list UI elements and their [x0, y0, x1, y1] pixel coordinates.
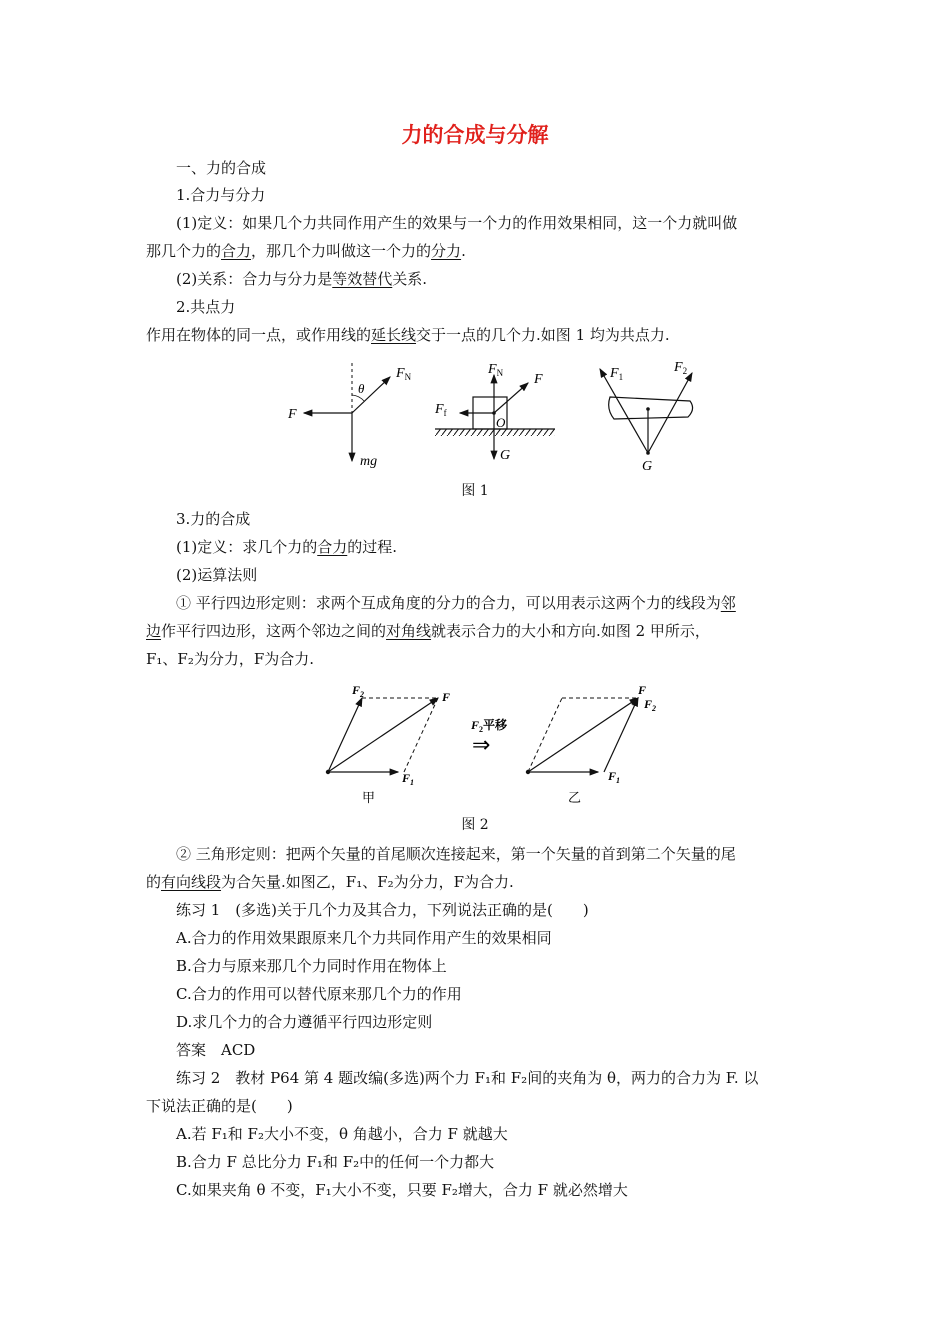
- composition-definition: (1)定义：求几个力的合力的过程.: [176, 538, 398, 556]
- exercise-2-option-c: C.如果夹角 θ 不变，F₁大小不变，只要 F₂增大，合力 F 就必然增大: [176, 1181, 628, 1199]
- section-heading-composition: 一、力的合成: [176, 159, 267, 177]
- term-equivalent: 等效替代: [332, 270, 393, 288]
- exercise-1-option-a: A.合力的作用效果跟原来几个力共同作用产生的效果相同: [176, 929, 552, 947]
- figure-2-label-yi: 乙: [568, 790, 582, 805]
- fig1-label-F2: $F_2$: [674, 360, 688, 376]
- triangle-rule-line-1: ② 三角形定则：把两个矢量的首尾顺次连接起来，第一个矢量的首到第二个矢量的尾: [176, 845, 736, 863]
- svg-text:F: F: [638, 683, 647, 697]
- subheading-composition: 3.力的合成: [176, 510, 251, 528]
- fig1-label-mg: mg: [360, 454, 378, 469]
- figure-2-translate-arrow: [470, 717, 508, 757]
- term-resultant-2: 合力: [317, 538, 348, 556]
- exercise-1-question: 练习 1 (多选)关于几个力及其合力，下列说法正确的是( ): [176, 901, 589, 919]
- relation-line: (2)关系：合力与分力是等效替代关系.: [176, 270, 428, 288]
- svg-text:⇒: ⇒: [472, 732, 491, 757]
- svg-text:F2: $F_2$: [352, 683, 365, 699]
- fig1-label-G: G: [500, 448, 511, 463]
- figure-1-incline-force: [287, 363, 412, 469]
- term-diagonal: 对角线: [386, 622, 432, 640]
- subheading-concurrent-forces: 2.共点力: [176, 298, 236, 316]
- fig1-label-theta: θ: [358, 381, 365, 396]
- svg-text:F2平移: $F_2$平移: [471, 718, 508, 734]
- figure-2-parallelogram-jia: [326, 683, 450, 805]
- term-resultant: 合力: [221, 242, 252, 260]
- figure-2-triangle-yi: [526, 683, 656, 805]
- figure-1: [280, 355, 700, 480]
- fig1-label-G-right: G: [642, 459, 653, 474]
- fig1-label-Ff: $F_f$: [435, 402, 447, 418]
- svg-text:F1: $F_1$: [402, 771, 415, 787]
- fig1-label-F: F: [288, 407, 297, 422]
- term-component: 分力: [431, 242, 462, 260]
- figure-2-caption: 图 2: [461, 817, 489, 833]
- figure-1-block-on-ground: [434, 362, 555, 463]
- svg-text:F1: $F_1$: [608, 769, 621, 785]
- definition-line-1: (1)定义：如果几个力共同作用产生的效果与一个力的作用效果相同，这一个力就叫做: [176, 214, 738, 232]
- exercise-2-question-line-2: 下说法正确的是( ): [146, 1097, 293, 1115]
- exercise-1-option-c: C.合力的作用可以替代原来那几个力的作用: [176, 985, 462, 1003]
- figure-2: [300, 680, 680, 808]
- exercise-2-option-a: A.若 F₁和 F₂大小不变，θ 角越小，合力 F 就越大: [176, 1125, 508, 1143]
- fig1-label-F-block: F: [534, 372, 543, 387]
- svg-text:F: F: [442, 690, 451, 704]
- fig1-label-O: O: [496, 415, 506, 430]
- subheading-resultant-components: 1.合力与分力: [176, 186, 266, 204]
- definition-line-2: 那几个力的合力，那几个力叫做这一个力的分力.: [146, 242, 466, 260]
- parallelogram-rule-line-2: 边作平行四边形，这两个邻边之间的对角线就表示合力的大小和方向.如图 2 甲所示，: [146, 622, 710, 640]
- fig1-label-FN: $F_N$: [396, 366, 412, 382]
- parallelogram-rule-line-1: ① 平行四边形定则：求两个互成角度的分力的合力，可以用表示这两个力的线段为邻: [176, 594, 736, 612]
- page-title: 力的合成与分解: [401, 123, 549, 147]
- exercise-1-option-b: B.合力与原来那几个力同时作用在物体上: [176, 957, 447, 975]
- rules-heading: (2)运算法则: [176, 566, 258, 584]
- exercise-2-question-line-1: 练习 2 教材 P64 第 4 题改编(多选)两个力 F₁和 F₂间的夹角为 θ，两力的合力为 F. 以: [176, 1069, 759, 1087]
- parallelogram-rule-line-3: F₁、F₂为分力，F为合力.: [146, 650, 315, 668]
- exercise-1-option-d: D.求几个力的合力遵循平行四边形定则: [176, 1013, 433, 1031]
- figure-2-label-jia: 甲: [362, 790, 376, 805]
- svg-text:F2: $F_2$: [644, 697, 657, 713]
- figure-1-caption: 图 1: [461, 483, 489, 499]
- exercise-2-option-b: B.合力 F 总比分力 F₁和 F₂中的任何一个力都大: [176, 1153, 495, 1171]
- figure-1-stick-on-ropes: [600, 360, 693, 474]
- fig1-label-F1: $F_1$: [610, 366, 624, 382]
- exercise-1-answer: 答案 ACD: [176, 1041, 256, 1059]
- concurrent-definition: 作用在物体的同一点，或作用线的延长线交于一点的几个力.如图 1 均为共点力.: [146, 326, 670, 344]
- term-directed-segment: 有向线段: [161, 873, 222, 891]
- triangle-rule-line-2: 的有向线段为合矢量.如图乙，F₁、F₂为分力，F为合力.: [146, 873, 514, 891]
- fig1-label-FN2: $F_N$: [488, 362, 504, 378]
- term-extension-line: 延长线: [371, 326, 417, 344]
